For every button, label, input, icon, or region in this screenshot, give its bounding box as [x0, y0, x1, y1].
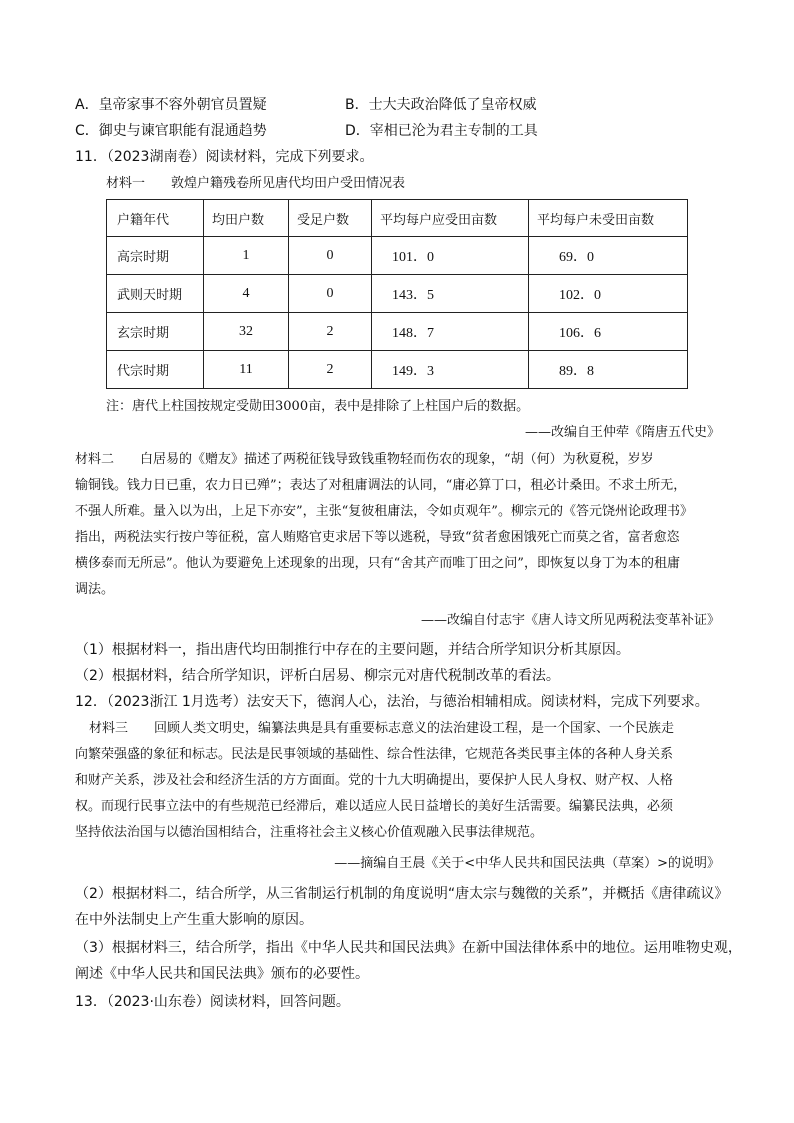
table-cell: 101．0	[372, 237, 529, 275]
source-1: ——改编自王仲荦《隋唐五代史》	[524, 425, 720, 440]
table-cell: 0	[289, 237, 372, 275]
material1-title: 材料一 敦煌户籍残卷所见唐代均田户受田情况表	[106, 176, 406, 191]
material3-line: 向繁荣强盛的象征和标志。民法是民事领域的基础性、综合性法律，它规范各类民事主体的各种人身关系	[75, 747, 674, 762]
q12-requirement-3: （3）根据材料三，结合所学，指出《中华人民共和国民法典》在新中国法律体系中的地位。运用唯物史观，	[75, 940, 742, 956]
table-cell: 143．5	[372, 275, 529, 313]
option-b: B．士大夫政治降低了皇帝权威	[345, 97, 537, 113]
table-cell: 代宗时期	[107, 351, 204, 389]
table-row	[107, 275, 688, 313]
table-cell: 69．0	[529, 237, 688, 275]
table-header-cell: 平均每户应受田亩数	[372, 200, 529, 237]
material2-line: 不强人所难。量入以为出，上足下亦安”，主张“复彼租庸法，令如贞观年”。柳宗元的《答元饶州论政理书》	[75, 504, 693, 519]
material2-line: 输铜钱。钱力日已重，农力日已殚”；表达了对租庸调法的认同，“庸必算丁口，租必计桑田。不求土所无，	[75, 478, 687, 493]
material2-line: 材料二 白居易的《赠友》描述了两税征钱导致钱重物轻而伤农的现象，“胡（何）为秋夏税，岁岁	[75, 452, 654, 467]
table-row	[107, 237, 688, 275]
table-row	[107, 313, 688, 351]
material2-line: 调法。	[75, 582, 115, 597]
table-cell: 102．0	[529, 275, 688, 313]
material3-line: 权。而现行民事立法中的有些规范已经滞后，难以适应人民日益增长的美好生活需要。编纂民法典，必须	[75, 799, 674, 814]
table-cell: 0	[289, 275, 372, 313]
table-cell: 89．8	[529, 351, 688, 389]
source-3: ——摘编自王晨《关于<中华人民共和国民法典（草案）>的说明》	[334, 856, 720, 871]
table-header-cell: 平均每户未受田亩数	[529, 200, 688, 237]
table-cell: 2	[289, 351, 372, 389]
material2-line: 指出，两税法实行按户等征税，富人贿赂官吏求居下等以逃税，导致“贫者愈困饿死亡而莫之省，富者愈恣	[75, 530, 680, 545]
q11-requirement-2: （2）根据材料，结合所学知识，评析白居易、柳宗元对唐代税制改革的看法。	[75, 668, 560, 684]
table-header-row	[107, 200, 688, 237]
material2-line: 横侈泰而无所忌”。他认为要避免上述现象的出现，只有“舍其产而唯丁田之问”，即恢复以身丁为本的租庸	[75, 556, 680, 571]
table-cell: 武则天时期	[107, 275, 204, 313]
q12-requirement-3-cont: 阐述《中华人民共和国民法典》颁布的必要性。	[75, 966, 369, 982]
table-cell: 玄宗时期	[107, 313, 204, 351]
q11-requirement-1: （1）根据材料一，指出唐代均田制推行中存在的主要问题，并结合所学知识分析其原因。	[75, 642, 630, 658]
table-cell: 148．7	[372, 313, 529, 351]
table-cell: 149．3	[372, 351, 529, 389]
q12-header: 12．（2023浙江 1月选考）法安天下，德润人心，法治，与德治相辅相成。阅读材料，完成下列要求。	[75, 694, 709, 710]
table-cell: 4	[204, 275, 289, 313]
table-cell: 32	[204, 313, 289, 351]
q12-requirement-2-cont: 在中外法制史上产生重大影响的原因。	[75, 912, 313, 928]
table-cell: 1	[204, 237, 289, 275]
q11-header: 11．（2023湖南卷）阅读材料，完成下列要求。	[75, 149, 374, 165]
material3-line: 材料三 回顾人类文明史，编纂法典是具有重要标志意义的法治建设工程，是一个国家、一个民族走	[89, 721, 675, 736]
q13-header: 13．（2023·山东卷）阅读材料，回答问题。	[75, 994, 350, 1010]
material3-line: 和财产关系，涉及社会和经济生活的方方面面。党的十九大明确提出，要保护人民人身权、财产权、人格	[75, 773, 674, 788]
option-a: A．皇帝家事不容外朝官员置疑	[75, 97, 267, 113]
option-c: C．御史与谏官职能有混通趋势	[75, 123, 267, 139]
table-cell: 高宗时期	[107, 237, 204, 275]
table-header-cell: 均田户数	[204, 200, 289, 237]
option-d: D．宰相已沦为君主专制的工具	[345, 123, 538, 139]
table-header-cell: 户籍年代	[107, 200, 204, 237]
table-cell: 2	[289, 313, 372, 351]
table-note: 注：唐代上柱国按规定受勋田3000亩，表中是排除了上柱国户后的数据。	[106, 399, 530, 414]
material3-line: 坚持依法治国与以德治国相结合，注重将社会主义核心价值观融入民事法律规范。	[75, 825, 544, 840]
table-row	[107, 351, 688, 389]
table-cell: 106．6	[529, 313, 688, 351]
table-cell: 11	[204, 351, 289, 389]
q12-requirement-2: （2）根据材料二，结合所学，从三省制运行机制的角度说明“唐太宗与魏徵的关系”，并概括《唐律疏议》	[75, 886, 729, 902]
land-table	[106, 199, 688, 389]
table-header-cell: 受足户数	[289, 200, 372, 237]
source-2: ——改编自付志宇《唐人诗文所见两税法变革补证》	[420, 613, 720, 628]
